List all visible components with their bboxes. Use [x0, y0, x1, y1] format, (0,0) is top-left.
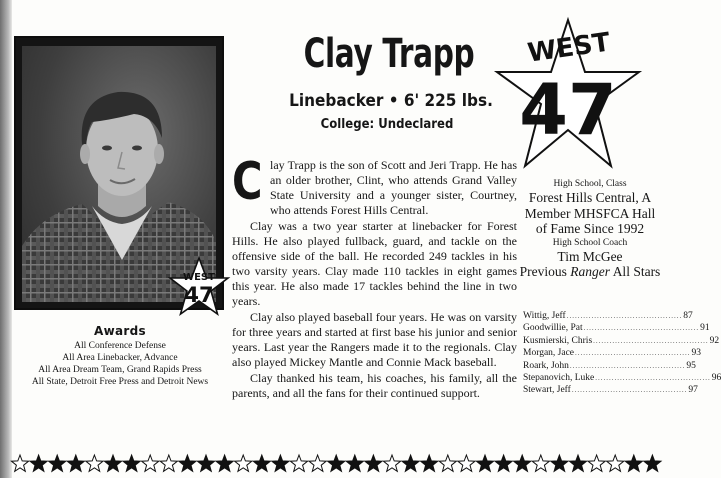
player-info	[519, 178, 661, 280]
star-icon	[328, 455, 345, 471]
all-stars-team: Ranger	[570, 264, 611, 279]
star-badge-large-icon	[493, 16, 643, 174]
star-icon	[588, 455, 605, 471]
roster-name: Goodwillie, Pat	[523, 323, 583, 334]
star-icon	[439, 455, 456, 471]
star-icon	[309, 455, 326, 471]
star-icon	[532, 455, 549, 471]
roster-name: Stewart, Jeff	[523, 385, 571, 396]
list-item	[523, 322, 710, 334]
award-item: All Area Linebacker, Advance	[62, 353, 178, 363]
star-icon	[644, 455, 661, 471]
all-stars-suffix: All Stars	[612, 264, 661, 279]
award-item: All Conference Defense	[74, 341, 166, 351]
roster-page: 96	[711, 373, 721, 384]
previous-all-stars-heading	[519, 264, 661, 280]
star-icon	[179, 455, 196, 471]
star-badge-small-icon	[168, 256, 230, 318]
coach-name: Tim McGee	[557, 248, 623, 264]
badge-small-team: WEST	[183, 272, 215, 283]
list-item	[523, 347, 702, 359]
star-icon	[49, 455, 66, 471]
leader-dots: ..........................................	[595, 374, 711, 383]
school-value: Forest Hills Central, A Member MHSFCA Hall of Fame Since 1992	[524, 190, 656, 236]
bio-paragraph	[232, 152, 517, 218]
roster-name: Wittig, Jeff	[523, 311, 566, 321]
coach-label: High School Coach	[552, 237, 628, 248]
star-icon	[458, 455, 475, 471]
star-icon	[253, 455, 270, 471]
player-position-line: Linebacker • 6' 225 lbs.	[289, 91, 493, 111]
roster-name: Morgan, Jace	[523, 348, 575, 359]
star-icon	[365, 455, 382, 471]
star-icon	[607, 455, 624, 471]
award-item: All Area Dream Team, Grand Rapids Press	[38, 365, 202, 375]
list-item	[523, 360, 696, 372]
star-border	[10, 452, 670, 474]
leader-dots: ..........................................	[566, 312, 683, 320]
star-icon	[421, 455, 438, 471]
badge-large-number: 47	[519, 69, 617, 151]
star-icon	[569, 455, 586, 471]
drop-cap: C	[232, 152, 263, 212]
leader-dots: ..........................................	[569, 361, 686, 370]
star-icon	[402, 455, 419, 471]
roster-page: 93	[691, 348, 702, 359]
player-bio	[232, 152, 517, 402]
star-icon	[551, 455, 568, 471]
bio-paragraph-text: lay Trapp is the son of Scott and Jeri Trapp. He has an older brother, Clint, who attends Grand Valley State University and a younger sister, Courtney, who attends Forest Hills Central.	[270, 158, 517, 217]
bio-paragraph: Clay also played baseball four years. He was on varsity for three years and started at first base his junior and senior years. Last year the Rangers made it to the regionals. Clay also played Mickey Mantle and Connie Mack baseball.	[232, 310, 517, 369]
leader-dots: ..........................................	[571, 386, 688, 395]
list-item	[523, 372, 721, 384]
badge-small-number: 47	[184, 283, 214, 307]
star-icon	[142, 455, 159, 471]
all-stars-prefix: Previous	[519, 264, 567, 279]
awards-title: Awards	[94, 324, 146, 338]
star-icon	[383, 455, 400, 471]
star-icon	[67, 455, 84, 471]
star-icon	[625, 455, 642, 471]
list-item	[523, 310, 693, 322]
star-icon	[86, 455, 103, 471]
awards-list	[14, 340, 226, 388]
roster-name: Roark, John	[523, 360, 569, 371]
star-icon	[476, 455, 493, 471]
roster-page: 95	[686, 360, 696, 371]
star-icon	[123, 455, 140, 471]
award-item: All State, Detroit Free Press and Detroit News	[31, 377, 209, 387]
leader-dots: ..........................................	[583, 324, 700, 333]
star-icon	[495, 455, 512, 471]
star-icon	[272, 455, 289, 471]
player-college-line: College: Undeclared	[320, 117, 454, 132]
star-icon	[514, 455, 531, 471]
bio-paragraph: Clay thanked his team, his coaches, his family, all the parents, and all the fans for their continued support.	[232, 371, 517, 400]
leader-dots: ..........................................	[575, 349, 691, 358]
star-icon	[30, 455, 47, 471]
star-icon	[290, 455, 307, 471]
roster-page: 91	[700, 323, 710, 334]
book-spine-shadow	[0, 0, 12, 478]
star-icon	[197, 455, 214, 471]
list-item	[523, 384, 698, 396]
star-icon	[11, 455, 28, 471]
leader-dots: ..........................................	[593, 336, 709, 345]
roster-page: 97	[688, 385, 698, 396]
school-label: High School, Class	[553, 179, 627, 189]
badge-large-team: WEST	[525, 27, 613, 69]
roster-name: Kusmierski, Chris	[523, 335, 593, 346]
star-icon	[216, 455, 233, 471]
star-icon	[104, 455, 121, 471]
list-item	[523, 335, 720, 347]
star-icon	[235, 455, 252, 471]
roster-page: 92	[709, 335, 720, 346]
roster-name: Stepanovich, Luke	[523, 373, 595, 384]
star-icon	[346, 455, 363, 471]
previous-all-stars-list	[523, 310, 721, 397]
star-icon	[160, 455, 177, 471]
roster-page: 87	[683, 311, 693, 321]
awards-section	[14, 324, 226, 388]
player-name: Clay Trapp	[303, 31, 475, 77]
bio-paragraph: Clay was a two year starter at linebacker for Forest Hills. He also played fullback, guard, and tackle on the offensive side of the ball. He recorded 249 tackles in his two varsity years. Clay made 110 tackles in eight games this year. He also made 17 tackles behind the line in two years.	[232, 219, 517, 308]
